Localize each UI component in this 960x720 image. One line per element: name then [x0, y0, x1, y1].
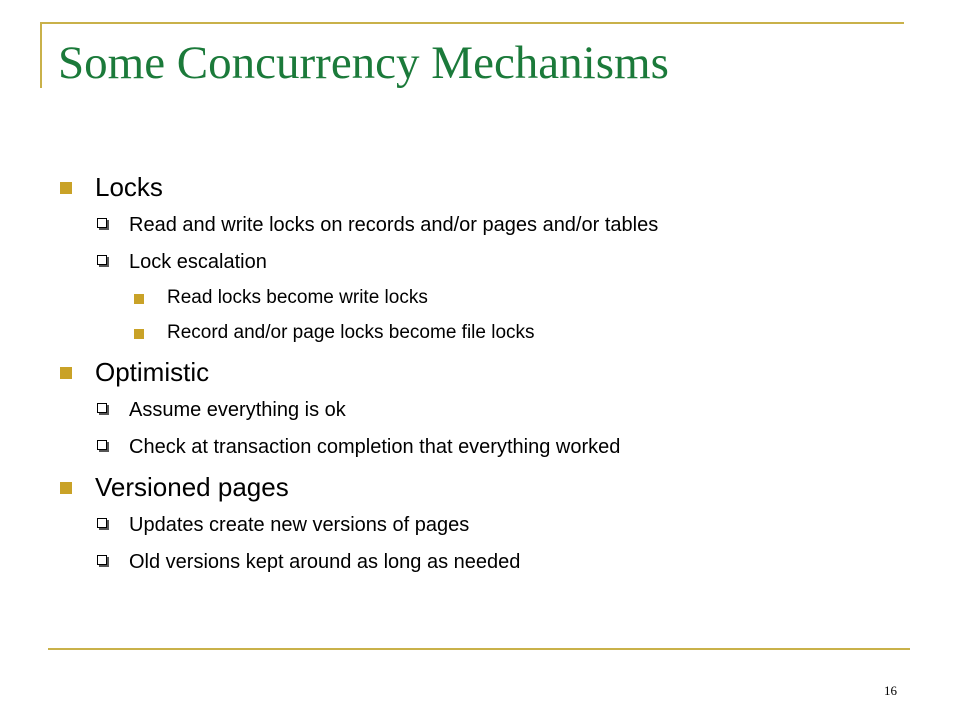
bottom-rule	[48, 648, 910, 650]
bullet-check-completion	[58, 435, 858, 459]
bullet-versioned-pages	[58, 472, 858, 503]
bullet-optimistic-label: Optimistic	[95, 356, 210, 387]
square-bullet-icon	[60, 182, 72, 194]
bullet-read-write-locks-label: Read and write locks on records and/or pages and/or tables	[129, 214, 659, 237]
square-bullet-icon	[134, 329, 144, 339]
bullet-old-versions-kept-label: Old versions kept around as long as needed	[129, 551, 521, 574]
square-bullet-icon	[60, 482, 72, 494]
bullet-record-page-locks	[58, 322, 858, 345]
bullet-read-write-locks	[58, 213, 858, 237]
hollow-square-bullet-icon	[97, 518, 107, 528]
bullet-assume-ok	[58, 398, 858, 422]
slide-title: Some Concurrency Mechanisms	[58, 37, 669, 89]
bullet-lock-escalation-label: Lock escalation	[129, 251, 267, 274]
bullet-lock-escalation	[58, 250, 858, 274]
bullet-locks-label: Locks	[95, 172, 163, 202]
bullet-optimistic	[58, 357, 858, 388]
bullet-read-locks-become-write	[58, 287, 858, 310]
square-bullet-icon	[60, 367, 72, 379]
bullet-read-locks-become-write-label: Read locks become write locks	[167, 287, 428, 309]
bullet-versioned-pages-label: Versioned pages	[95, 471, 289, 502]
bullet-check-completion-label: Check at transaction completion that everything worked	[129, 435, 621, 458]
hollow-square-bullet-icon	[97, 255, 107, 265]
page-number: 16	[884, 683, 897, 698]
square-bullet-icon	[134, 294, 144, 304]
bullet-updates-create-versions-label: Updates create new versions of pages	[129, 514, 470, 537]
bullet-updates-create-versions	[58, 513, 858, 537]
bullet-locks	[58, 172, 858, 203]
top-rule	[40, 22, 904, 24]
hollow-square-bullet-icon	[97, 440, 107, 450]
bullet-list	[58, 172, 858, 587]
bullet-assume-ok-label: Assume everything is ok	[129, 398, 346, 421]
hollow-square-bullet-icon	[97, 555, 107, 565]
left-rule	[40, 22, 42, 88]
bullet-record-page-locks-label: Record and/or page locks become file locks	[167, 321, 535, 343]
hollow-square-bullet-icon	[97, 218, 107, 228]
bullet-old-versions-kept	[58, 550, 858, 574]
hollow-square-bullet-icon	[97, 403, 107, 413]
